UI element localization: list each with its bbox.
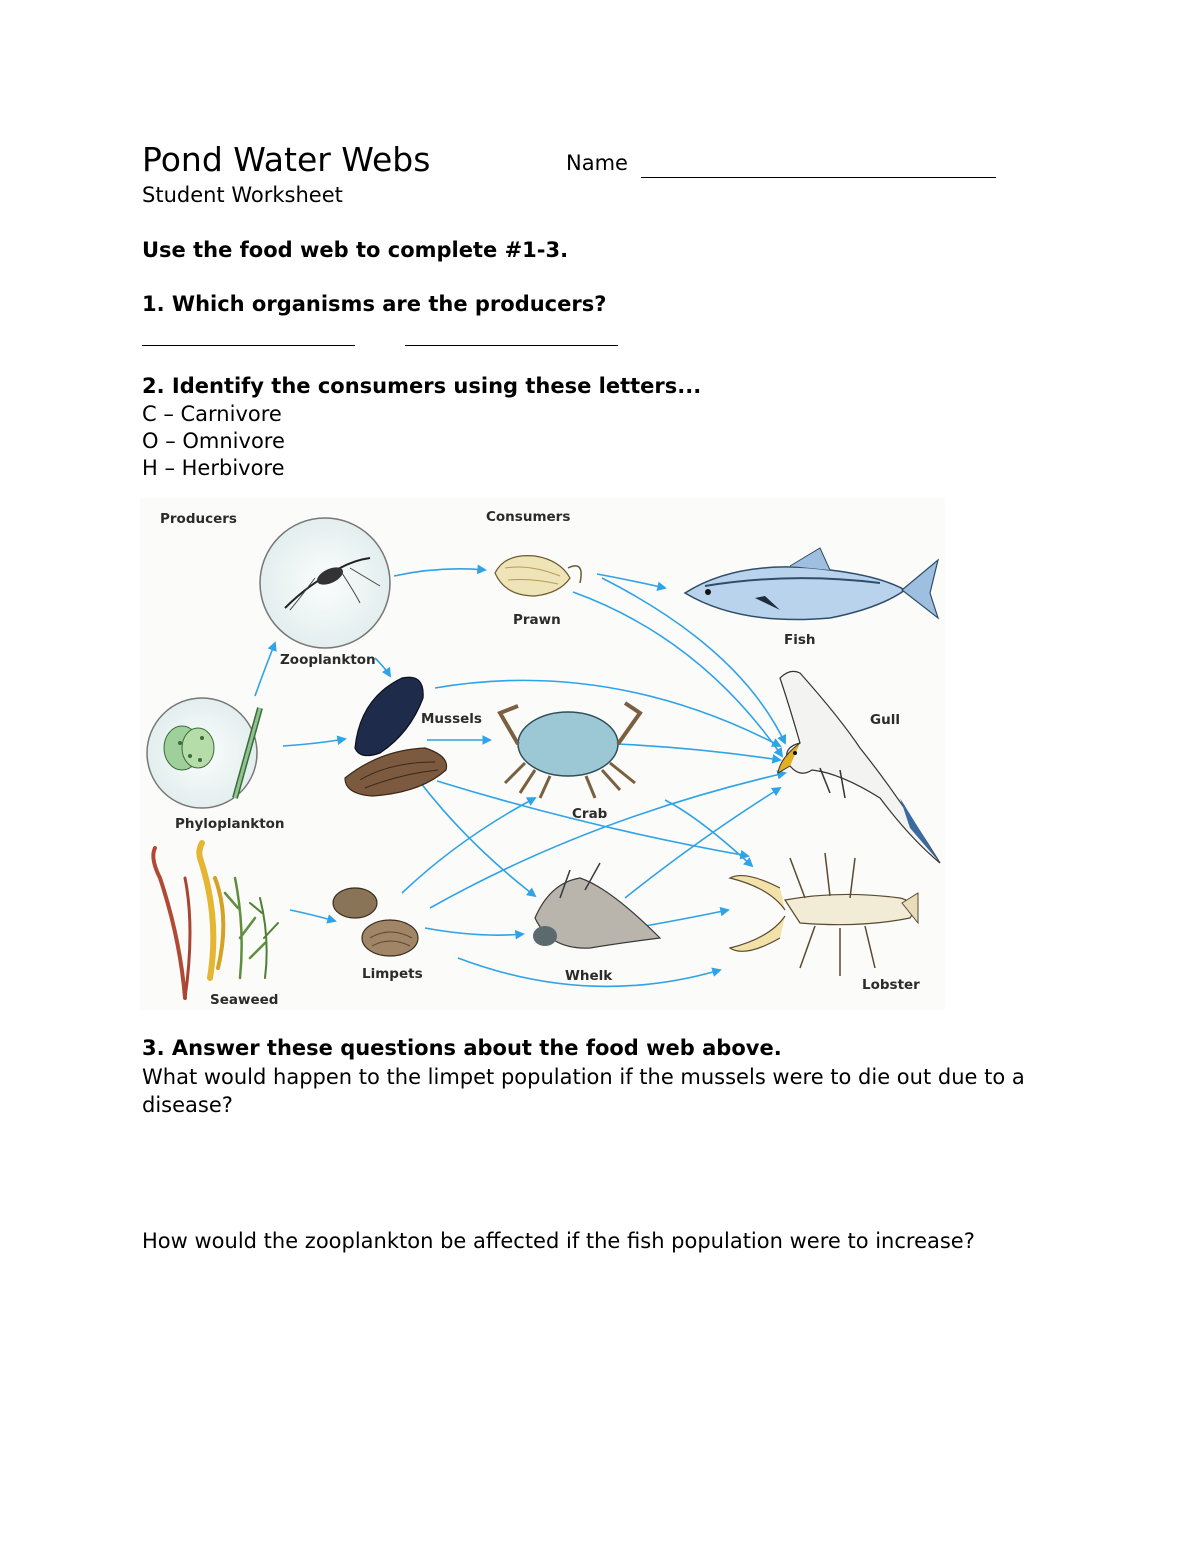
prawn-label: Prawn — [513, 612, 561, 628]
legend-herbivore: H – Herbivore — [142, 456, 285, 480]
mussels-label: Mussels — [421, 711, 482, 727]
legend-omnivore: O – Omnivore — [142, 429, 285, 453]
question-3a: What would happen to the limpet population if the mussels were to die out due to a disease? — [142, 1065, 1025, 1117]
page-title: Pond Water Webs — [142, 140, 431, 179]
lobster-label: Lobster — [862, 977, 920, 993]
zooplankton-label: Zooplankton — [280, 652, 376, 668]
crab-label: Crab — [572, 806, 608, 822]
food-web-diagram — [140, 498, 945, 1010]
whelk-label: Whelk — [565, 968, 613, 984]
consumers-heading: Consumers — [486, 509, 571, 525]
gull-label: Gull — [870, 712, 900, 728]
worksheet-subtitle: Student Worksheet — [142, 183, 343, 207]
phytoplankton-label: Phyloplankton — [175, 816, 285, 832]
question-1: 1. Which organisms are the producers? — [142, 292, 607, 316]
fish-label: Fish — [784, 632, 816, 648]
name-field[interactable] — [641, 177, 996, 178]
zooplankton-illustration — [260, 518, 390, 648]
question-3b: How would the zooplankton be affected if the fish population were to increase? — [142, 1229, 975, 1253]
limpets-label: Limpets — [362, 966, 423, 982]
producer-answer-blank-1[interactable] — [142, 345, 355, 346]
name-label: Name — [566, 151, 628, 175]
legend-carnivore: C – Carnivore — [142, 402, 282, 426]
question-2: 2. Identify the consumers using these letters... — [142, 374, 702, 398]
producers-heading: Producers — [160, 511, 237, 527]
question-3: 3. Answer these questions about the food web above. — [142, 1036, 782, 1060]
seaweed-label: Seaweed — [210, 992, 279, 1008]
instructions: Use the food web to complete #1-3. — [142, 238, 569, 262]
producer-answer-blank-2[interactable] — [405, 345, 618, 346]
